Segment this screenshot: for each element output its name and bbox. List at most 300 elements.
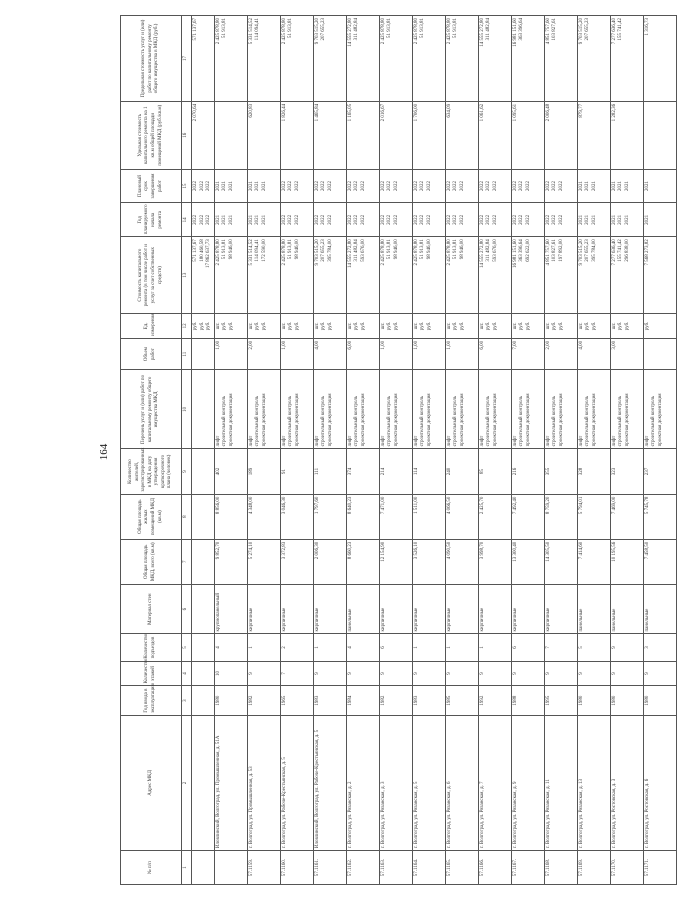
year-end: 2021	[228, 181, 234, 191]
work-item: проектная документация	[426, 393, 432, 447]
year-start: 2022	[199, 214, 205, 225]
floors-count: 10	[214, 661, 247, 686]
year-end-cell	[214, 169, 247, 203]
unit-cost: 2 016,67	[379, 101, 412, 169]
column-header: Количество жителей, зарегистрированных в МКД на дату утверждения краткосрочного плана (человек)	[121, 449, 182, 494]
year-built: 1982	[247, 686, 280, 715]
unit-text-cell	[511, 314, 544, 339]
unit-text: руб.	[585, 321, 591, 331]
table-row	[379, 16, 412, 885]
row-number: 57.1168.	[544, 851, 577, 885]
floors-count: 9	[379, 661, 412, 686]
cost-value: 7 277 636,40	[611, 239, 617, 266]
cost-value: 363 396,64	[519, 239, 525, 262]
living-area: 8 856,00	[214, 494, 247, 539]
work-item: лифт	[644, 435, 650, 447]
residents-count: 237	[643, 449, 676, 494]
year-start: 2022	[387, 214, 393, 225]
work-item: проектная документация	[459, 393, 465, 447]
table-row	[280, 16, 313, 885]
cost-value: 98 946,00	[294, 239, 300, 260]
total-area: 10 195,56	[610, 539, 643, 584]
cost-value-cell	[214, 237, 247, 314]
column-header: Удельная стоимость капитального ремонта на 1 кв.м общей площади помещений МКД (руб./кв.м)	[121, 101, 182, 169]
year-built: 1983	[313, 686, 346, 715]
limit-cost: 16 981 151,60 363 396,64	[511, 16, 544, 102]
table-row	[247, 16, 280, 885]
year-start: 2022	[380, 214, 386, 225]
year-built: 1992	[478, 686, 511, 715]
cost-value: 51 913,81	[387, 239, 393, 260]
year-end-cell	[313, 169, 346, 203]
living-area: 7 492,40	[511, 494, 544, 539]
column-header: Адрес МКД	[121, 715, 182, 850]
year-built: 1980	[577, 686, 610, 715]
cost-value: 98 946,00	[228, 239, 234, 260]
year-start: 2021	[611, 214, 617, 225]
unit-text: шт.	[512, 322, 518, 330]
living-area: 5 745,78	[643, 494, 676, 539]
unit-text: руб.	[453, 321, 459, 331]
cost-value: 296 838,00	[624, 239, 630, 262]
year-end-cell	[478, 169, 511, 203]
unit-text: шт.	[347, 322, 353, 330]
row-number: 57.1160.	[280, 851, 313, 885]
work-volume: 1,00	[412, 338, 445, 370]
row-number: 57.1166.	[478, 851, 511, 885]
floors-count: 9	[412, 661, 445, 686]
unit-text: руб.	[294, 321, 300, 331]
entrances-count: 6	[379, 634, 412, 661]
entrances-count: 1	[247, 634, 280, 661]
year-start: 2022	[354, 214, 360, 225]
entrances-count: 1	[313, 634, 346, 661]
address: г. Волгоград, ул. Рязанская, д. 2	[346, 715, 379, 850]
work-item-cell	[412, 370, 445, 449]
entrances-count: 2	[280, 634, 313, 661]
year-built: 1965	[280, 686, 313, 715]
limit-cost: 9 703 515,20 207 655,23	[577, 16, 610, 102]
unit-text-cell	[214, 314, 247, 339]
year-end: 2022	[294, 181, 300, 191]
unit-cost: 2 006,48	[544, 101, 577, 169]
entrances-count: 1	[445, 634, 478, 661]
unit-cost: 620,83	[247, 101, 280, 169]
year-start-cell	[346, 203, 379, 237]
floors-count: 9	[610, 661, 643, 686]
work-item: лифт	[281, 435, 287, 447]
residents-count: 240	[445, 449, 478, 494]
residents-count: 85	[478, 449, 511, 494]
column-number: 2	[182, 715, 192, 850]
row-number: 57.1164.	[412, 851, 445, 885]
unit-text: руб.	[552, 321, 558, 331]
row-number: 57.1169.	[577, 851, 610, 885]
floors-count: 7	[280, 661, 313, 686]
year-start-cell	[214, 203, 247, 237]
year-built: 1985	[445, 686, 478, 715]
unit-text-cell	[643, 314, 676, 339]
address: г. Волгоград, ул. Рязанская, д. 11	[544, 715, 577, 850]
unit-text: шт.	[611, 322, 617, 330]
work-volume: 4,00	[313, 338, 346, 370]
work-volume: 2,00	[247, 338, 280, 370]
unit-text: шт.	[314, 322, 320, 330]
column-number: 15	[182, 169, 192, 203]
cost-value: 593 676,00	[492, 239, 498, 262]
year-start: 2022	[206, 214, 212, 225]
year-start: 2022	[327, 214, 333, 225]
column-header: Ед. измерения	[121, 314, 182, 339]
work-volume: 7,00	[511, 338, 544, 370]
address: г. Волгоград, ул. Рязанская, д. 3	[379, 715, 412, 850]
wall-material: кирпичные	[313, 584, 346, 634]
table-header-row	[121, 16, 182, 885]
entrances-count: 5	[577, 634, 610, 661]
year-end: 2022	[486, 181, 492, 191]
total-area: 8 660,23	[346, 539, 379, 584]
year-end: 2022	[512, 181, 518, 191]
cost-value: 172 590,00	[261, 239, 267, 262]
year-start: 2022	[545, 214, 551, 225]
column-header: Количество подъездов	[121, 634, 182, 661]
cost-value: 207 655,23	[321, 239, 327, 262]
work-item-cell	[445, 370, 478, 449]
unit-cost: 634,09	[445, 101, 478, 169]
year-end-cell	[643, 169, 676, 203]
address: Иловлинский, Волгоград, ул. Рабоче-Крестьянская, д. 5	[313, 715, 346, 850]
work-item-cell	[478, 370, 511, 449]
year-start: 2022	[525, 214, 531, 225]
year-start: 2021	[618, 214, 624, 225]
year-start: 2022	[281, 214, 287, 225]
year-end-cell	[445, 169, 478, 203]
year-end-cell	[544, 169, 577, 203]
living-area: 8 640,23	[346, 494, 379, 539]
work-item: проектная документация	[327, 393, 333, 447]
cost-value-cell	[478, 237, 511, 314]
year-end: 2021	[644, 181, 650, 191]
table-row	[511, 16, 544, 885]
cost-value: 180 460,58	[199, 239, 205, 262]
wall-material: кирпичные	[247, 584, 280, 634]
total-area: 7 458,50	[643, 539, 676, 584]
wall-material: панельные	[610, 584, 643, 634]
cost-value: 7 568 273,82	[644, 239, 650, 266]
work-item: строительный контроль	[222, 395, 228, 447]
work-volume: 4,00	[577, 338, 610, 370]
unit-text: руб.	[624, 321, 630, 331]
work-item: строительный контроль	[288, 395, 294, 447]
work-item: лифт	[314, 435, 320, 447]
year-start-cell	[313, 203, 346, 237]
year-end: 2022	[327, 181, 333, 191]
year-end: 2022	[380, 181, 386, 191]
unit-text: руб.	[255, 321, 261, 331]
unit-text: шт.	[380, 322, 386, 330]
cost-value: 395 784,00	[327, 239, 333, 262]
year-start: 2022	[314, 214, 320, 225]
cost-value-cell	[544, 237, 577, 314]
year-start: 2021	[585, 214, 591, 225]
wall-material: панельные	[346, 584, 379, 634]
work-item: строительный контроль	[420, 395, 426, 447]
cost-value: 4 851 757,60	[545, 239, 551, 266]
unit-text: руб.	[426, 321, 432, 331]
work-item: строительный контроль	[585, 395, 591, 447]
cost-value: 395 784,00	[591, 239, 597, 262]
work-volume: 1,00	[214, 338, 247, 370]
unit-cost: 1 165,05	[346, 101, 379, 169]
work-volume: 1,00	[280, 338, 313, 370]
year-end: 2022	[426, 181, 432, 191]
unit-cost: 1 282,36	[610, 101, 643, 169]
work-item: проектная документация	[492, 393, 498, 447]
work-item-cell	[610, 370, 643, 449]
address: г. Волгоград, ул. Промышленная, д. 53	[247, 715, 280, 850]
year-built: 1980	[610, 686, 643, 715]
year-start: 2022	[426, 214, 432, 225]
year-start: 2021	[228, 214, 234, 225]
row-number: 57.1159.	[247, 851, 280, 885]
work-item-cell	[544, 370, 577, 449]
column-number: 13	[182, 237, 192, 314]
year-end-cell	[511, 169, 544, 203]
total-area: 3 372,83	[280, 539, 313, 584]
year-start-cell	[379, 203, 412, 237]
unit-text: руб.	[618, 321, 624, 331]
year-start: 2021	[222, 214, 228, 225]
cost-value: 692 622,00	[525, 239, 531, 262]
table-row	[544, 16, 577, 885]
column-header: Общая площадь жилых помещений МКД (кв.м)	[121, 494, 182, 539]
unit-text: руб.	[644, 321, 650, 331]
year-start: 2022	[453, 214, 459, 225]
cost-value-cell	[577, 237, 610, 314]
unit-cost: 1 706,00	[412, 101, 445, 169]
year-end: 2021	[611, 181, 617, 191]
year-built: 1988	[511, 686, 544, 715]
unit-cost: 1 465,84	[313, 101, 346, 169]
work-item-cell	[643, 370, 676, 449]
year-end: 2022	[321, 181, 327, 191]
year-end: 2022	[446, 181, 452, 191]
limit-cost: 7 277 636,40 155 741,42	[610, 16, 643, 102]
residents-count: 355	[544, 449, 577, 494]
column-header: Предельная стоимость услуг и (или) работ по капитальному ремонту общего имущества в МКД (руб.)	[121, 16, 182, 102]
year-end: 2022	[199, 181, 205, 191]
cost-value: 9 703 515,20	[314, 239, 320, 266]
year-end: 2021	[215, 181, 221, 191]
work-item: строительный контроль	[387, 395, 393, 447]
cost-value: 2 425 878,80	[446, 239, 452, 266]
address: г. Волгоград, ул. Рабоче-Крестьянская, д. 5	[280, 715, 313, 850]
floors-count: 9	[511, 661, 544, 686]
work-item-cell	[346, 370, 379, 449]
unit-text-cell	[346, 314, 379, 339]
unit-text: руб.	[558, 321, 564, 331]
limit-cost: 2 425 878,80 51 913,81	[280, 16, 313, 102]
work-volume: 1,00	[379, 338, 412, 370]
table-row	[313, 16, 346, 885]
wall-material: кирпичные	[412, 584, 445, 634]
address: г. Волгоград, ул. Ростовская, д. 6	[643, 715, 676, 850]
column-header: Количество этажей	[121, 661, 182, 686]
unit-text-cell	[610, 314, 643, 339]
cost-value-cell	[247, 237, 280, 314]
year-start-cell	[478, 203, 511, 237]
year-end-cell	[412, 169, 445, 203]
column-header: Год ввода в эксплуатацию	[121, 686, 182, 715]
unit-text-cell	[412, 314, 445, 339]
year-end: 2022	[354, 181, 360, 191]
work-item: лифт	[380, 435, 386, 447]
year-start: 2021	[591, 214, 597, 225]
cost-value: 593 676,00	[360, 239, 366, 262]
cost-value-cell	[643, 237, 676, 314]
residents-count: 214	[379, 449, 412, 494]
wall-material: панельные	[643, 584, 676, 634]
unit-cost: 1 826,44	[280, 101, 313, 169]
year-end: 2022	[314, 181, 320, 191]
floors-count: 9	[544, 661, 577, 686]
year-start: 2022	[492, 214, 498, 225]
year-start: 2022	[413, 214, 419, 225]
year-start-cell	[247, 203, 280, 237]
entrances-count: 3	[643, 634, 676, 661]
year-start-cell	[511, 203, 544, 237]
year-start: 2021	[624, 214, 630, 225]
year-end: 2022	[492, 181, 498, 191]
year-start-cell	[643, 203, 676, 237]
year-start: 2021	[255, 214, 261, 225]
year-start: 2022	[552, 214, 558, 225]
address: г. Волгоград, ул. Рязанская, д. 6	[445, 715, 478, 850]
entrances-count: 4	[214, 634, 247, 661]
year-start: 2022	[347, 214, 353, 225]
residents-count: 402	[214, 449, 247, 494]
cost-value: 197 892,00	[558, 239, 564, 262]
cost-value: 98 946,00	[426, 239, 432, 260]
work-item-cell	[511, 370, 544, 449]
table-row	[577, 16, 610, 885]
unit-text: руб.	[193, 321, 198, 331]
address: г. Волгоград, ул. Рязанская, д. 9	[511, 715, 544, 850]
cost-value: 5 331 514,52	[248, 239, 254, 266]
cost-value: 98 946,00	[459, 239, 465, 260]
column-number: 11	[182, 338, 192, 370]
work-item: лифт	[611, 435, 617, 447]
wall-material: панельные	[577, 584, 610, 634]
work-item: проектная документация	[393, 393, 399, 447]
cost-value-cell	[280, 237, 313, 314]
repair-plan-table	[120, 15, 677, 885]
year-start: 2022	[558, 214, 564, 225]
year-start: 2021	[215, 214, 221, 225]
unit-text: руб.	[222, 321, 228, 331]
limit-cost: 2 425 878,80 51 913,81	[379, 16, 412, 102]
limit-cost: 5 331 514,52 114 094,41	[247, 16, 280, 102]
total-area: 2 006,30	[313, 539, 346, 584]
unit-text: руб.	[321, 321, 327, 331]
unit-text-cell	[313, 314, 346, 339]
work-item: проектная документация	[294, 393, 300, 447]
unit-text: шт.	[248, 322, 254, 330]
living-area: 5 794,01	[577, 494, 610, 539]
cost-value: 9 703 515,20	[578, 239, 584, 266]
limit-cost: 14 555 272,80 311 482,84	[478, 16, 511, 102]
year-end-cell	[346, 169, 379, 203]
address: г. Волгоград, ул. Рязанская, д. 5	[412, 715, 445, 850]
year-end: 2022	[525, 181, 531, 191]
year-start-cell	[544, 203, 577, 237]
unit-text: руб.	[360, 321, 366, 331]
work-item: строительный контроль	[255, 395, 261, 447]
column-number: 7	[182, 539, 192, 584]
year-end: 2021	[618, 181, 624, 191]
work-item: строительный контроль	[453, 395, 459, 447]
year-start: 2021	[261, 214, 267, 225]
unit-text-cell	[577, 314, 610, 339]
unit-text-cell	[247, 314, 280, 339]
unit-text: руб.	[206, 321, 212, 331]
cost-value: 207 655,23	[585, 239, 591, 262]
unit-text-cell	[544, 314, 577, 339]
column-number: 16	[182, 101, 192, 169]
column-number: 9	[182, 449, 192, 494]
work-item-cell	[280, 370, 313, 449]
floors-count: 9	[643, 661, 676, 686]
top-partial-row	[192, 16, 215, 885]
work-volume: 6,00	[478, 338, 511, 370]
year-end-cell	[280, 169, 313, 203]
work-item: лифт	[578, 435, 584, 447]
year-built: 1984	[346, 686, 379, 715]
year-end: 2022	[519, 181, 525, 191]
total-area: 12 154,90	[379, 539, 412, 584]
cost-value: 51 913,81	[420, 239, 426, 260]
cost-value: 14 555 272,80	[479, 239, 485, 269]
total-area: 3 526,10	[412, 539, 445, 584]
year-end: 2022	[558, 181, 564, 191]
unit-cost: 2 070,64	[192, 101, 215, 169]
unit-text: руб.	[393, 321, 399, 331]
work-item: проектная документация	[657, 393, 663, 447]
living-area: 2 425,70	[478, 494, 511, 539]
cost-value: 2 425 878,80	[215, 239, 221, 266]
unit-text: руб.	[288, 321, 294, 331]
year-end: 2021	[261, 181, 267, 191]
unit-text: шт.	[413, 322, 419, 330]
row-number: 57.1170.	[610, 851, 643, 885]
year-start: 2022	[519, 214, 525, 225]
year-end: 2022	[281, 181, 287, 191]
row-number: 57.1161.	[313, 851, 346, 885]
work-item: проектная документация	[228, 393, 234, 447]
unit-text: руб.	[387, 321, 393, 331]
year-start: 2022	[321, 214, 327, 225]
floors-count: 9	[346, 661, 379, 686]
limit-cost: 1 316,73	[643, 16, 676, 102]
work-item: проектная документация	[591, 393, 597, 447]
work-item-cell	[214, 370, 247, 449]
limit-cost: 14 555 272,80 311 482,84	[346, 16, 379, 102]
work-item: строительный контроль	[552, 395, 558, 447]
year-end: 2021	[591, 181, 597, 191]
unit-text: руб.	[519, 321, 525, 331]
row-number: 57.1171.	[643, 851, 676, 885]
cost-value: 16 981 151,60	[512, 239, 518, 269]
